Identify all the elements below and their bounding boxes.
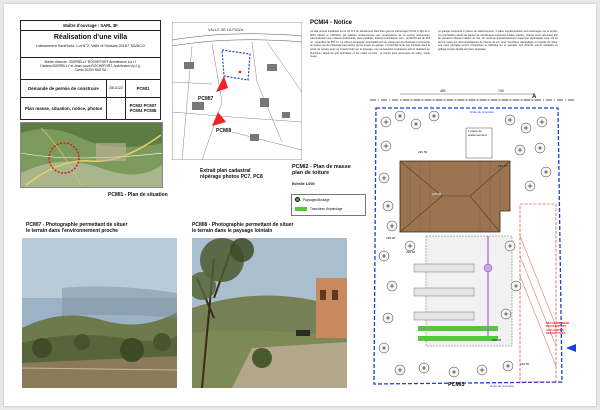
plan-legend: [291, 194, 366, 216]
tree-trunk-symbol: [545, 171, 547, 173]
tree-trunk-symbol: [505, 313, 507, 315]
situation-caption: PCMI1 - Plan de situation: [108, 192, 168, 198]
tree-trunk-symbol: [509, 119, 511, 121]
pc8-marker-label: PCMI8: [216, 128, 232, 134]
elevation-5: 236.38: [492, 338, 502, 342]
tree-trunk-symbol: [453, 371, 455, 373]
tree-trunk-symbol: [519, 149, 521, 151]
green-bar-icon: [295, 207, 307, 211]
cadastral-plan-image: [172, 22, 302, 160]
parking-label: 1 place de stationnement: [468, 129, 487, 137]
elevation-2: 244.72: [498, 164, 508, 168]
tree-trunk-symbol: [385, 121, 387, 123]
architect-block: [21, 58, 160, 80]
tree-trunk-symbol: [383, 177, 385, 179]
situation-map: [20, 122, 163, 188]
photo-pcmi7-image: [22, 238, 177, 388]
legend-label-landscaping: Paysages/Boulage: [303, 197, 330, 202]
tree-trunk-symbol: [399, 369, 401, 371]
dimension-left: 480: [440, 89, 446, 93]
documents-label: Plan masse, situation, notice, photos: [21, 98, 107, 120]
tree-trunk-symbol: [383, 255, 385, 257]
tree-trunk-symbol: [387, 205, 389, 207]
tree-trunk-symbol: [509, 245, 511, 247]
pcmi3-label: PCMI3: [448, 382, 465, 388]
elevation-3: 238.00: [386, 236, 396, 240]
plan-masse-caption: PCMI2 - Plan de masse plan de toiture: [292, 164, 351, 177]
tree-trunk-symbol: [507, 365, 509, 367]
document-sheet: [4, 4, 596, 406]
plan-masse-scale: Echelle 1/200: [292, 182, 315, 186]
owner-line: Maître d'ouvrage : SARL 3F: [21, 21, 160, 31]
site-plan: [370, 86, 578, 392]
project-block: [21, 31, 160, 58]
photo7-caption: PCMI7 - Photographie permettant de situer le terrain dans l'environnement proche: [26, 222, 128, 234]
tree-trunk-symbol: [391, 225, 393, 227]
limit-bottom-label: limite de propriété: [490, 384, 514, 388]
notice-column-2: Le garage comprend 2 places de stationnement, 1 place supplémentaire sera aménagée sur le terrain. Le propriétaire prévoit de planter de nombreuses essences locales (oliviers, chênes verts, arbustes) afin de préserver l'aspect naturel du site. Un système d'assainissement autonome (épandage) sera mis en œuvre selon les recommandations de l'étude de sol, avec tranchées d'épandage et regards de visite. Les eaux pluviales seront récupérées et infiltrées sur la parcelle. Les clôtures seront réalisées en grillage souple doublé de haies végétales.: [438, 30, 558, 51]
documents-date: [107, 98, 126, 120]
tree-trunk-symbol: [383, 347, 385, 349]
notice-title: PCMI4 - Notice: [310, 20, 353, 26]
photo-pcmi7: [22, 238, 177, 388]
tree-trunk-symbol: [415, 123, 417, 125]
setback-note: RECUL MINIMUM PAR RAPPORT AUX LIMITES SEPARATIVES: [546, 321, 569, 336]
tree-trunk-symbol: [387, 317, 389, 319]
tree-trunk-symbol: [539, 147, 541, 149]
cadastral-extract: [172, 22, 302, 160]
title-block: [20, 20, 161, 120]
green-dot-icon: [295, 197, 300, 202]
project-title: Réalisation d'une villa: [53, 34, 128, 41]
road-label: VALLE DE LA PIAZA: [208, 28, 244, 32]
tree-trunk-symbol: [423, 367, 425, 369]
legend-label-trenches: Tranchées d'épandage: [310, 206, 343, 211]
tree-trunk-symbol: [481, 369, 483, 371]
tree-trunk-symbol: [515, 285, 517, 287]
pc7-marker-label: PCMI7: [198, 96, 214, 102]
legend-item-trenches: [292, 204, 365, 213]
elevation-1: 236.50: [418, 150, 428, 154]
tree-trunk-symbol: [433, 115, 435, 117]
tree-trunk-symbol: [399, 115, 401, 117]
document-grid: [21, 80, 160, 119]
request-date: 28/11/22: [107, 80, 126, 98]
elevation-6: 229.50: [520, 362, 530, 366]
photo-pcmi8: [192, 238, 347, 388]
dimension-mid: 740: [498, 89, 504, 93]
request-label: Demande de permis de construire: [21, 80, 107, 98]
elevation-4: 239.62: [406, 250, 416, 254]
architect-line-3: Cardo 20200 BASTIA: [74, 68, 107, 73]
situation-map-image: [21, 123, 163, 188]
architect-line-2: Daniela BORRELLY et Jean-Louis ROCHEFORT, Architectes d.p.l.g.: [40, 64, 141, 69]
tree-trunk-symbol: [541, 121, 543, 123]
tree-trunk-symbol: [385, 145, 387, 147]
legend-item-landscaping: [292, 195, 365, 204]
cut-label: A: [532, 94, 537, 100]
cadastral-caption: Extrait plan cadastral répérage photos PC7, PC8: [200, 168, 263, 180]
notice-column-1: La villa prévue implantée sur le lot N°2 du lotissement Sant'Ines (permis d'aménager PA 02 A 323 21 A 0001 délivré le 21/04/21) est réalisée conformément aux prescriptions de ce permis d'aménager (raccordement aux réseaux d'électricité, eaux potables, télécommunications, etc.). La SHON est de 216 m² ; superficie de 837 m². La villa se développe essentiellement au niveau rez-de-chaussée et comporte un niveau rez-de-chaussée bas partiel, qui se trouve en garage. L'ensemble reste très implanté dans la pente du terrain, avec un impact limité sur le paysage. Les menuiseries extérieures seront réalisées en aluminium laqué de gris anthracite et les volets en bois ; la toiture sera recouverte de tuiles, teinte rouge.: [310, 30, 430, 59]
limit-top-label: limite de propriété: [470, 110, 494, 114]
tree-trunk-symbol: [391, 285, 393, 287]
tree-trunk-symbol: [409, 245, 411, 247]
documents-codes: PCMI2 PCMI7 PCMI4 PCMI8: [129, 103, 157, 114]
photo-pcmi8-image: [192, 238, 347, 388]
tree-trunk-symbol: [525, 127, 527, 129]
project-address: Lotissement Santl'Ines, Lot N°2, Valle di Siniscia 20167 TAVACO: [36, 44, 145, 48]
photo8-caption: PCMI8 - Photographie permettant de situer le terrain dans le paysage lointain: [192, 222, 294, 234]
room-label: 1/PCM: [432, 192, 442, 196]
request-code: PCMI1: [126, 80, 160, 98]
tree-trunk-symbol: [529, 185, 531, 187]
architect-line-1: Maître d'œuvre : BORRELLY ROCHEFORT Architecture s.a.r.l.: [44, 60, 137, 64]
